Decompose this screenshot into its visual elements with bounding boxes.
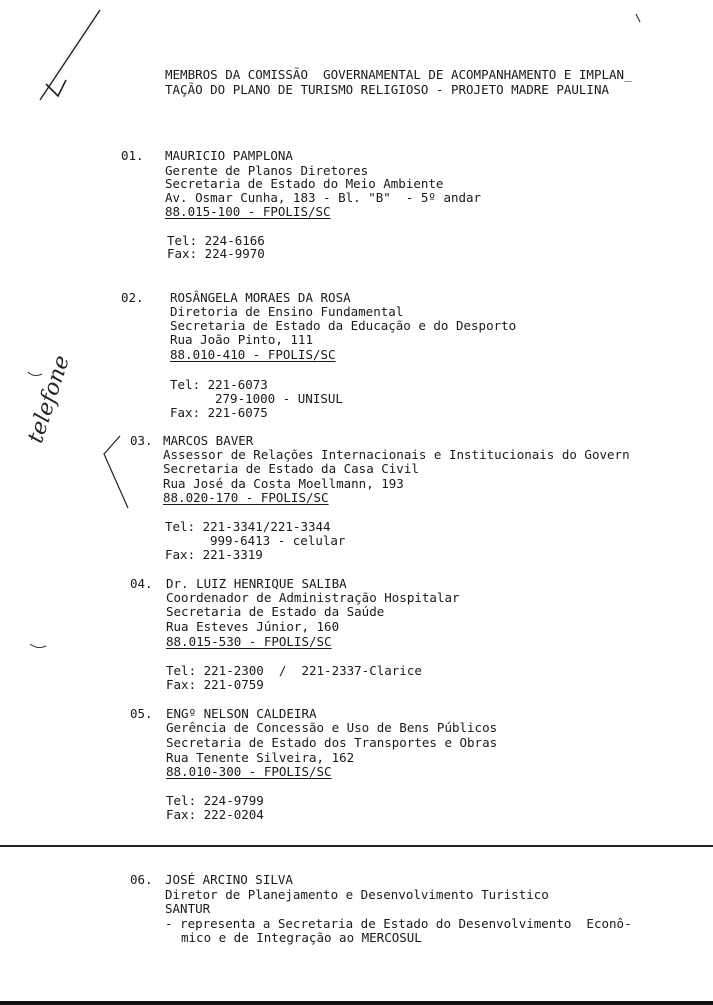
handwritten-note: telefone — [23, 352, 75, 447]
member-role: Assessor de Relações Internacionais e Institucionais do Govern — [163, 447, 630, 462]
member-fax: Fax: 222-0204 — [166, 807, 264, 822]
member-tel: Tel: 221-3341/221-3344 — [165, 519, 331, 534]
member-agency: Secretaria de Estado do Meio Ambiente — [165, 176, 444, 191]
member-number: 01. — [121, 148, 144, 163]
member-address: Rua João Pinto, 111 — [170, 332, 313, 347]
member-agency: Secretaria de Estado da Educação e do Desporto — [170, 318, 517, 333]
member-tel: Tel: 221-2300 / 221-2337-Clarice — [166, 663, 422, 678]
corner-dash — [636, 14, 640, 22]
member-role: Diretor de Planejamento e Desenvolvimento Turistico — [165, 887, 549, 902]
member-number: 03. — [130, 433, 153, 448]
member-address: Rua José da Costa Moellmann, 193 — [163, 476, 404, 491]
member-name: JOSÉ ARCINO SILVA — [165, 872, 293, 887]
member-role: Diretoria de Ensino Fundamental — [170, 304, 404, 319]
member-number: 02. — [121, 290, 144, 305]
member-number: 05. — [130, 706, 153, 721]
member-fax: Fax: 221-3319 — [165, 547, 263, 562]
member-role: Gerente de Planos Diretores — [165, 163, 369, 178]
member-address: Av. Osmar Cunha, 183 - Bl. "B" - 5º andar — [165, 190, 482, 205]
member-fax: Fax: 224-9970 — [167, 246, 265, 261]
member-number: 06. — [130, 872, 153, 887]
header-line-2: TAÇÃO DO PLANO DE TURISMO RELIGIOSO - PROJETO MADRE PAULINA — [165, 82, 610, 97]
member-cep: 88.020-170 - FPOLIS/SC — [163, 490, 329, 505]
member-cep: 88.015-530 - FPOLIS/SC — [166, 634, 332, 649]
member-name: MAURICIO PAMPLONA — [165, 148, 293, 163]
member-fax: Fax: 221-6075 — [170, 405, 268, 420]
member-tel: Tel: 221-6073 — [170, 377, 268, 392]
horizontal-divider — [0, 845, 713, 847]
header-line-1: MEMBROS DA COMISSÃO GOVERNAMENTAL DE ACOMPANHAMENTO E IMPLAN_ — [165, 67, 632, 82]
member-address: Rua Esteves Júnior, 160 — [166, 619, 340, 634]
member-name: ENGº NELSON CALDEIRA — [166, 706, 317, 721]
member-tel: Tel: 224-6166 — [167, 233, 265, 248]
member-tel-secondary: 999-6413 - celular — [210, 533, 346, 548]
member-agency: Secretaria de Estado da Saúde — [166, 604, 385, 619]
member-agency: Secretaria de Estado da Casa Civil — [163, 461, 419, 476]
member-address: Rua Tenente Silveira, 162 — [166, 750, 355, 765]
small-tick-left — [30, 644, 46, 648]
member-cep: 88.010-410 - FPOLIS/SC — [170, 347, 336, 362]
member-name: MARCOS BAVER — [163, 433, 254, 448]
member-fax: Fax: 221-0759 — [166, 677, 264, 692]
member-name: ROSÂNGELA MORAES DA ROSA — [170, 290, 351, 305]
member-note-line-2: mico e de Integração ao MERCOSUL — [181, 930, 422, 945]
member-cep: 88.010-300 - FPOLIS/SC — [166, 764, 332, 779]
member-cep: 88.015-100 - FPOLIS/SC — [165, 204, 331, 219]
member-name: Dr. LUIZ HENRIQUE SALIBA — [166, 576, 347, 591]
member-agency: SANTUR — [165, 901, 211, 916]
member-agency: Secretaria de Estado dos Transportes e Obras — [166, 735, 498, 750]
member-tel: Tel: 224-9799 — [166, 793, 264, 808]
check-mark — [46, 80, 66, 96]
member-number: 04. — [130, 576, 153, 591]
bracket-mark — [104, 436, 128, 508]
scan-bottom-edge — [0, 1001, 713, 1005]
member-tel-secondary: 279-1000 - UNISUL — [215, 391, 343, 406]
member-role: Gerência de Concessão e Uso de Bens Públicos — [166, 720, 498, 735]
small-tick-left-2 — [28, 372, 42, 376]
member-note-line-1: - representa a Secretaria de Estado do Desenvolvimento Econô- — [165, 916, 632, 931]
member-role: Coordenador de Administração Hospitalar — [166, 590, 460, 605]
